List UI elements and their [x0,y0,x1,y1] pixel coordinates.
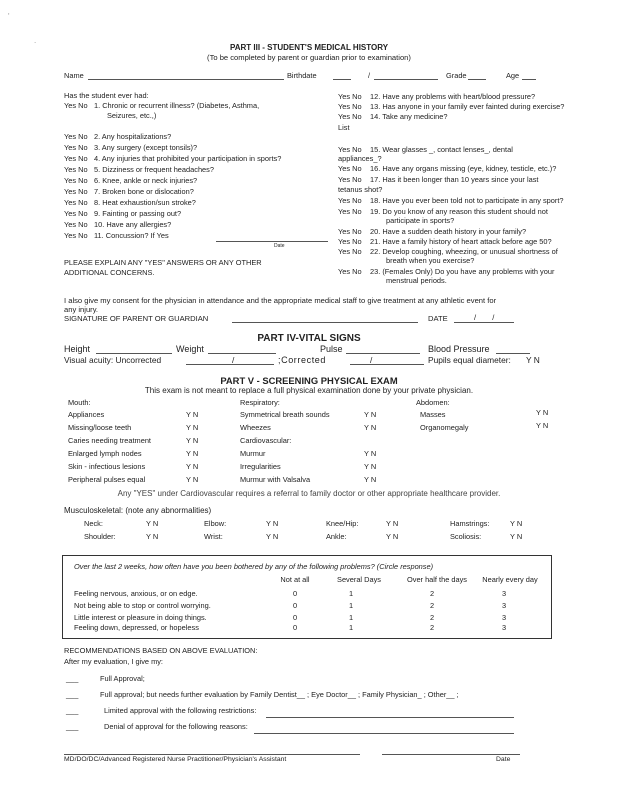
exam-yes-no[interactable]: Y N [186,475,199,484]
phq-response-option[interactable]: 2 [430,623,435,632]
weight-label: Weight [176,344,204,354]
history-yes-no[interactable]: Yes No [64,209,88,218]
exam-yes-no[interactable]: Y N [186,449,199,458]
visual-uncorrected-field[interactable] [186,364,274,365]
concussion-date-label: Date [274,243,285,249]
exam-item: Appliances [68,410,105,419]
exam-item: Peripheral pulses equal [68,475,146,484]
history-question: participate in sports? [386,216,455,225]
exam-item: Cardiovascular: [240,436,292,445]
msk-item: Neck: [84,519,103,528]
exam-item: Skin - infectious lesions [68,462,146,471]
exam-yes-no[interactable]: Y N [536,421,549,430]
phq-row-label: Little interest or pleasure in doing things. [74,613,207,622]
phq-response-option[interactable]: 3 [502,623,507,632]
visual-slash: / [232,355,235,365]
approval-option-label: Full approval; but needs further evaluation by Family Dentist__ ; Eye Doctor__ ; Family Physician_ ; Other__ ; [100,690,459,699]
history-question: 5. Dizziness or frequent headaches? [94,165,214,174]
phq-response-option[interactable]: 2 [430,589,435,598]
phq-response-option[interactable]: 2 [430,613,435,622]
consent-date-field[interactable] [454,322,514,323]
height-label: Height [64,344,91,354]
history-question: 11. Concussion? If Yes [94,231,169,240]
exam-title: PART V - SCREENING PHYSICAL EXAM [220,375,398,386]
history-question: 20. Have a sudden death history in your family? [370,227,527,236]
phq-response-option[interactable]: 1 [349,589,354,598]
age-label: Age [506,71,520,80]
history-question: tetanus shot? [338,185,383,194]
history-yes-no[interactable]: Yes No [64,143,88,152]
msk-yes-no[interactable]: Y N [266,519,279,528]
history-yes-no[interactable]: Yes No [338,237,362,246]
recommend-title: RECOMMENDATIONS BASED ON ABOVE EVALUATION: [64,646,258,655]
history-question: 1. Chronic or recurrent illness? (Diabetes, Asthma, [94,101,260,110]
msk-yes-no[interactable]: Y N [146,532,159,541]
respiratory-heading: Respiratory: [240,398,280,407]
history-question: 19. Do you know of any reason this student should not [370,207,548,216]
name-label: Name [64,71,84,80]
phq-question: Over the last 2 weeks, how often have you been bothered by any of the following problems? (Circle response) [74,562,434,571]
birthdate-slash: / [368,71,371,80]
exam-item: Murmur with Valsalva [240,475,311,484]
scan-mark: ' [8,12,10,21]
msk-item: Hamstrings: [450,519,490,528]
history-question: List [338,123,350,132]
exam-yes-no[interactable]: Y N [364,462,377,471]
history-yes-no[interactable]: Yes No [338,267,362,276]
recommend-after: After my evaluation, I give my: [64,657,163,666]
birthdate-field-month[interactable] [333,79,351,80]
exam-item: Missing/loose teeth [68,423,132,432]
grade-label: Grade [446,71,467,80]
vitals-title: PART IV-VITAL SIGNS [257,333,361,344]
age-field[interactable] [522,79,536,80]
msk-item: Elbow: [204,519,227,528]
phq-response-option[interactable]: 3 [502,613,507,622]
approval-checkbox-blank[interactable]: ___ [66,674,79,683]
phq-response-option[interactable]: 2 [430,601,435,610]
examiner-date-field[interactable] [382,754,520,755]
phq-row-label: Feeling nervous, anxious, or on edge. [74,589,198,598]
phq-response-option[interactable]: 1 [349,613,354,622]
pupils-label: Pupils equal diameter: [428,355,511,365]
msk-item: Ankle: [326,532,347,541]
history-yes-no[interactable]: Yes No [338,145,362,154]
history-yes-no[interactable]: Yes No [64,165,88,174]
msk-yes-no[interactable]: Y N [386,532,399,541]
history-yes-no[interactable]: Yes No [338,164,362,173]
history-question: menstrual periods. [386,276,447,285]
signature-field[interactable] [232,322,418,323]
exam-note: This exam is not meant to replace a full physical examination done by your private physician. [144,386,474,395]
pulse-field[interactable] [346,353,420,354]
history-yes-no[interactable]: Yes No [338,102,362,111]
exam-item: Irregularities [240,462,281,471]
bp-label: Blood Pressure [428,344,490,354]
corrected-slash: / [370,355,373,365]
history-question: 9. Fainting or passing out? [94,209,182,218]
history-question: breath when you exercise? [386,256,475,265]
history-question: Seizures, etc.,) [107,111,157,120]
msk-item: Wrist: [204,532,223,541]
history-question: 13. Has anyone in your family ever fainted during exercise? [370,102,565,111]
history-question: 18. Have you ever been told not to participate in any sport? [370,196,564,205]
exam-yes-no[interactable]: Y N [536,408,549,417]
bp-field[interactable] [496,353,530,354]
exam-item: Symmetrical breath sounds [240,410,330,419]
exam-item: Masses [420,410,446,419]
phq-response-option[interactable]: 0 [293,623,298,632]
examiner-signature-field[interactable] [64,754,360,755]
approval-option-label: Full Approval; [100,674,145,683]
history-yes-no[interactable]: Yes No [64,132,88,141]
exam-item: Organomegaly [420,423,469,432]
approval-option-label: Limited approval with the following restrictions: [104,706,257,715]
approval-checkbox-blank[interactable]: ___ [66,722,79,731]
page-title: PART III - STUDENT'S MEDICAL HISTORY [229,43,389,52]
restrictions-field[interactable] [266,717,514,718]
explain-instructions-2: ADDITIONAL CONCERNS. [64,268,155,277]
history-yes-no[interactable]: Yes No [64,231,88,240]
history-yes-no[interactable]: Yes No [338,207,362,216]
history-question: 6. Knee, ankle or neck injuries? [94,176,198,185]
msk-title: Musculoskeletal: (note any abnormalities) [64,506,212,515]
visual-acuity-label: Visual acuity: Uncorrected [64,355,162,365]
history-question: 17. Has it been longer than 10 years since your last [370,175,539,184]
mouth-heading: Mouth: [68,398,91,407]
phq-response-option[interactable]: 3 [502,589,507,598]
exam-yes-no[interactable]: Y N [364,449,377,458]
exam-item: Caries needing treatment [68,436,151,445]
history-yes-no[interactable]: Yes No [64,154,88,163]
phq-row-label: Not being able to stop or control worrying. [74,601,211,610]
cardio-referral-note: Any "YES" under Cardiovascular requires a referral to family doctor or other appropriate healthcare provider. [117,489,501,498]
history-question: appliances_? [338,154,382,163]
history-question: 10. Have any allergies? [94,220,172,229]
name-field[interactable] [88,79,284,80]
msk-item: Scoliosis: [450,532,482,541]
history-question: 21. Have a family history of heart attack before age 50? [370,237,552,246]
signature-label: SIGNATURE OF PARENT OR GUARDIAN [64,314,209,323]
history-yes-no[interactable]: Yes No [338,227,362,236]
exam-yes-no[interactable]: Y N [364,410,377,419]
phq-response-option[interactable]: 1 [349,623,354,632]
history-question: 16. Have any organs missing (eye, kidney, testicle, etc.)? [370,164,557,173]
visual-corrected-field[interactable] [350,364,424,365]
abdomen-heading: Abdomen: [416,398,450,407]
phq-column-header: Several Days [337,575,381,584]
history-yes-no[interactable]: Yes No [338,196,362,205]
exam-yes-no[interactable]: Y N [186,462,199,471]
msk-yes-no[interactable]: Y N [386,519,399,528]
consent-text-2: any injury. [64,305,99,314]
history-question: 23. (Females Only) Do you have any problems with your [370,267,555,276]
examiner-date-label: Date [496,756,511,763]
history-yes-no[interactable]: Yes No [64,198,88,207]
consent-text: I also give my consent for the physician in attendance and the appropriate medical staff to give treatment at any athletic event for [64,296,497,305]
msk-yes-no[interactable]: Y N [510,519,523,528]
consent-date-slashes: / / [474,313,502,322]
page-subtitle: (To be completed by parent or guardian prior to examination) [207,53,411,62]
phq-response-option[interactable]: 0 [293,601,298,610]
phq-response-option[interactable]: 0 [293,613,298,622]
msk-yes-no[interactable]: Y N [510,532,523,541]
approval-option-label: Denial of approval for the following reasons: [104,722,248,731]
corrected-label: ;Corrected [278,355,327,365]
msk-yes-no[interactable]: Y N [146,519,159,528]
birthdate-label: Birthdate [287,71,317,80]
phq-response-option[interactable]: 1 [349,601,354,610]
grade-field[interactable] [468,79,486,80]
history-question: 22. Develop coughing, wheezing, or unusual shortness of [370,247,558,256]
birthdate-field-year[interactable] [374,79,438,80]
scan-mark: . [34,36,37,45]
history-question: 4. Any injuries that prohibited your participation in sports? [94,154,282,163]
examiner-credentials-label: MD/DO/DC/Advanced Registered Nurse Practitioner/Physician's Assistant [64,756,287,763]
history-yes-no[interactable]: Yes No [338,175,362,184]
consent-date-label: DATE [428,314,448,323]
history-question: 3. Any surgery (except tonsils)? [94,143,198,152]
pulse-label: Pulse [320,344,343,354]
history-yes-no[interactable]: Yes No [338,112,362,121]
exam-yes-no[interactable]: Y N [364,475,377,484]
pupils-yn[interactable]: Y N [526,355,540,365]
approval-checkbox-blank[interactable]: ___ [66,690,79,699]
exam-yes-no[interactable]: Y N [364,423,377,432]
exam-item: Wheezes [240,423,271,432]
explain-instructions: PLEASE EXPLAIN ANY "YES" ANSWERS OR ANY OTHER [64,258,262,267]
msk-item: Shoulder: [84,532,116,541]
phq-column-header: Over half the days [407,575,467,584]
history-yes-no[interactable]: Yes No [338,92,362,101]
exam-item: Enlarged lymph nodes [68,449,142,458]
exam-item: Murmur [240,449,266,458]
concussion-date-field[interactable] [216,241,328,242]
phq-row-label: Feeling down, depressed, or hopeless [74,623,199,632]
history-question: 14. Take any medicine? [370,112,448,121]
weight-field[interactable] [208,353,276,354]
history-yes-no[interactable]: Yes No [64,187,88,196]
history-yes-no[interactable]: Yes No [64,176,88,185]
phq-response-option[interactable]: 0 [293,589,298,598]
msk-item: Knee/Hip: [326,519,359,528]
height-field[interactable] [96,353,172,354]
history-question: 15. Wear glasses _, contact lenses_, dental [370,145,513,154]
exam-yes-no[interactable]: Y N [186,410,199,419]
phq-column-header: Nearly every day [482,575,538,584]
history-intro: Has the student ever had: [64,91,149,100]
exam-yes-no[interactable]: Y N [186,436,199,445]
history-question: 8. Heat exhaustion/sun stroke? [94,198,196,207]
exam-yes-no[interactable]: Y N [186,423,199,432]
phq-column-header: Not at all [280,575,310,584]
phq-response-option[interactable]: 3 [502,601,507,610]
denial-reasons-field[interactable] [254,733,514,734]
msk-yes-no[interactable]: Y N [266,532,279,541]
history-question: 12. Have any problems with heart/blood pressure? [370,92,536,101]
history-yes-no[interactable]: Yes No [338,247,362,256]
approval-checkbox-blank[interactable]: ___ [66,706,79,715]
history-yes-no[interactable]: Yes No [64,220,88,229]
history-yes-no[interactable]: Yes No [64,101,88,110]
history-question: 2. Any hospitalizations? [94,132,172,141]
history-question: 7. Broken bone or dislocation? [94,187,194,196]
